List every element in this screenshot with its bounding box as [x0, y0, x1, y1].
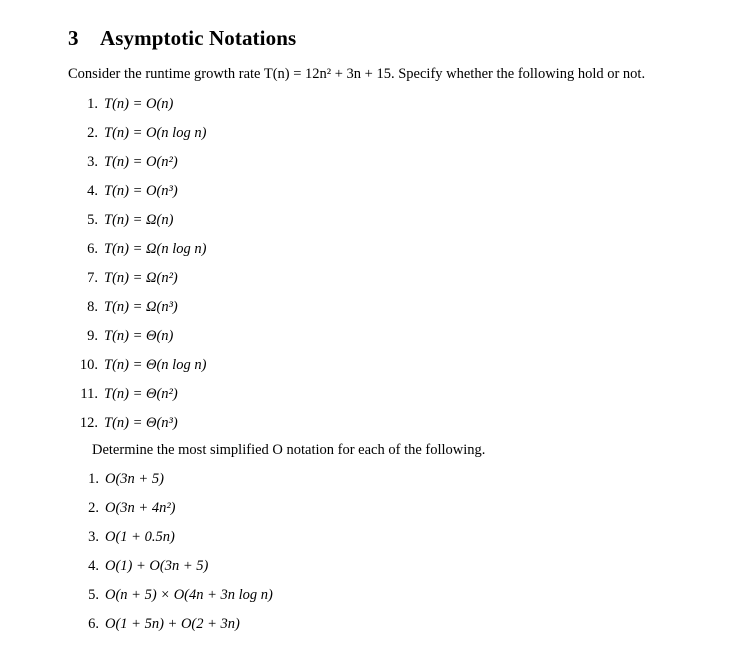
math-expression: O(1) + O(3n + 5) [105, 558, 209, 574]
math-expression: T(n) = Ω(n log n) [104, 241, 207, 257]
list-item: 6. T(n) = Ω(n log n) [87, 241, 207, 257]
section-heading [68, 26, 296, 51]
list-item: 7. T(n) = Ω(n²) [87, 270, 178, 286]
list-item: 1. O(3n + 5) [88, 471, 164, 487]
math-expression: T(n) = O(n log n) [104, 125, 207, 141]
list-item: 11. T(n) = Θ(n²) [80, 386, 178, 402]
list-item: 4. T(n) = O(n³) [87, 183, 178, 199]
list-item: 4. O(1) + O(3n + 5) [88, 558, 209, 574]
math-expression: T(n) = O(n) [104, 96, 174, 112]
simplify-intro: Determine the most simplified O notation for each of the following. [92, 442, 486, 458]
list-item: 3. O(1 + 0.5n) [88, 529, 175, 545]
list-item: 9. T(n) = Θ(n) [87, 328, 174, 344]
math-expression: O(1 + 5n) + O(2 + 3n) [105, 616, 240, 632]
question-intro: Consider the runtime growth rate T(n) = 12n² + 3n + 15. Specify whether the following hold or not. [68, 66, 646, 82]
section-title: Asymptotic Notations [100, 26, 297, 50]
list-item: 12. T(n) = Θ(n³) [79, 415, 178, 431]
simplify-list [80, 470, 273, 644]
math-expression: T(n) = Θ(n log n) [104, 357, 207, 373]
list-item: 10. T(n) = Θ(n log n) [79, 357, 207, 373]
list-item: 2. T(n) = O(n log n) [87, 125, 207, 141]
list-item: 6. O(1 + 5n) + O(2 + 3n) [88, 616, 240, 632]
math-expression: T(n) = O(n²) [104, 154, 178, 170]
math-expression: T(n) = Ω(n³) [104, 299, 178, 315]
math-expression: O(3n + 5) [105, 471, 164, 487]
math-expression: O(3n + 4n²) [105, 500, 176, 516]
math-expression: T(n) = Θ(n²) [104, 386, 178, 402]
list-item: 1. T(n) = O(n) [87, 96, 174, 112]
math-expression: O(1 + 0.5n) [105, 529, 175, 545]
math-expression: T(n) = O(n³) [104, 183, 178, 199]
math-expression: O(n + 5) × O(4n + 3n log n) [105, 587, 273, 603]
list-item: 2. O(3n + 4n²) [88, 500, 176, 516]
list-item: 5. T(n) = Ω(n) [87, 212, 174, 228]
list-item: 8. T(n) = Ω(n³) [87, 299, 178, 315]
math-expression: T(n) = Ω(n²) [104, 270, 178, 286]
list-item: 5. O(n + 5) × O(4n + 3n log n) [88, 587, 273, 603]
math-expression: T(n) = Ω(n) [104, 212, 174, 228]
hold-or-not-list [68, 95, 206, 443]
list-item: 3. T(n) = O(n²) [87, 154, 178, 170]
math-expression: T(n) = Θ(n³) [104, 415, 178, 431]
section-number: 3 [68, 26, 79, 50]
math-expression: T(n) = Θ(n) [104, 328, 174, 344]
